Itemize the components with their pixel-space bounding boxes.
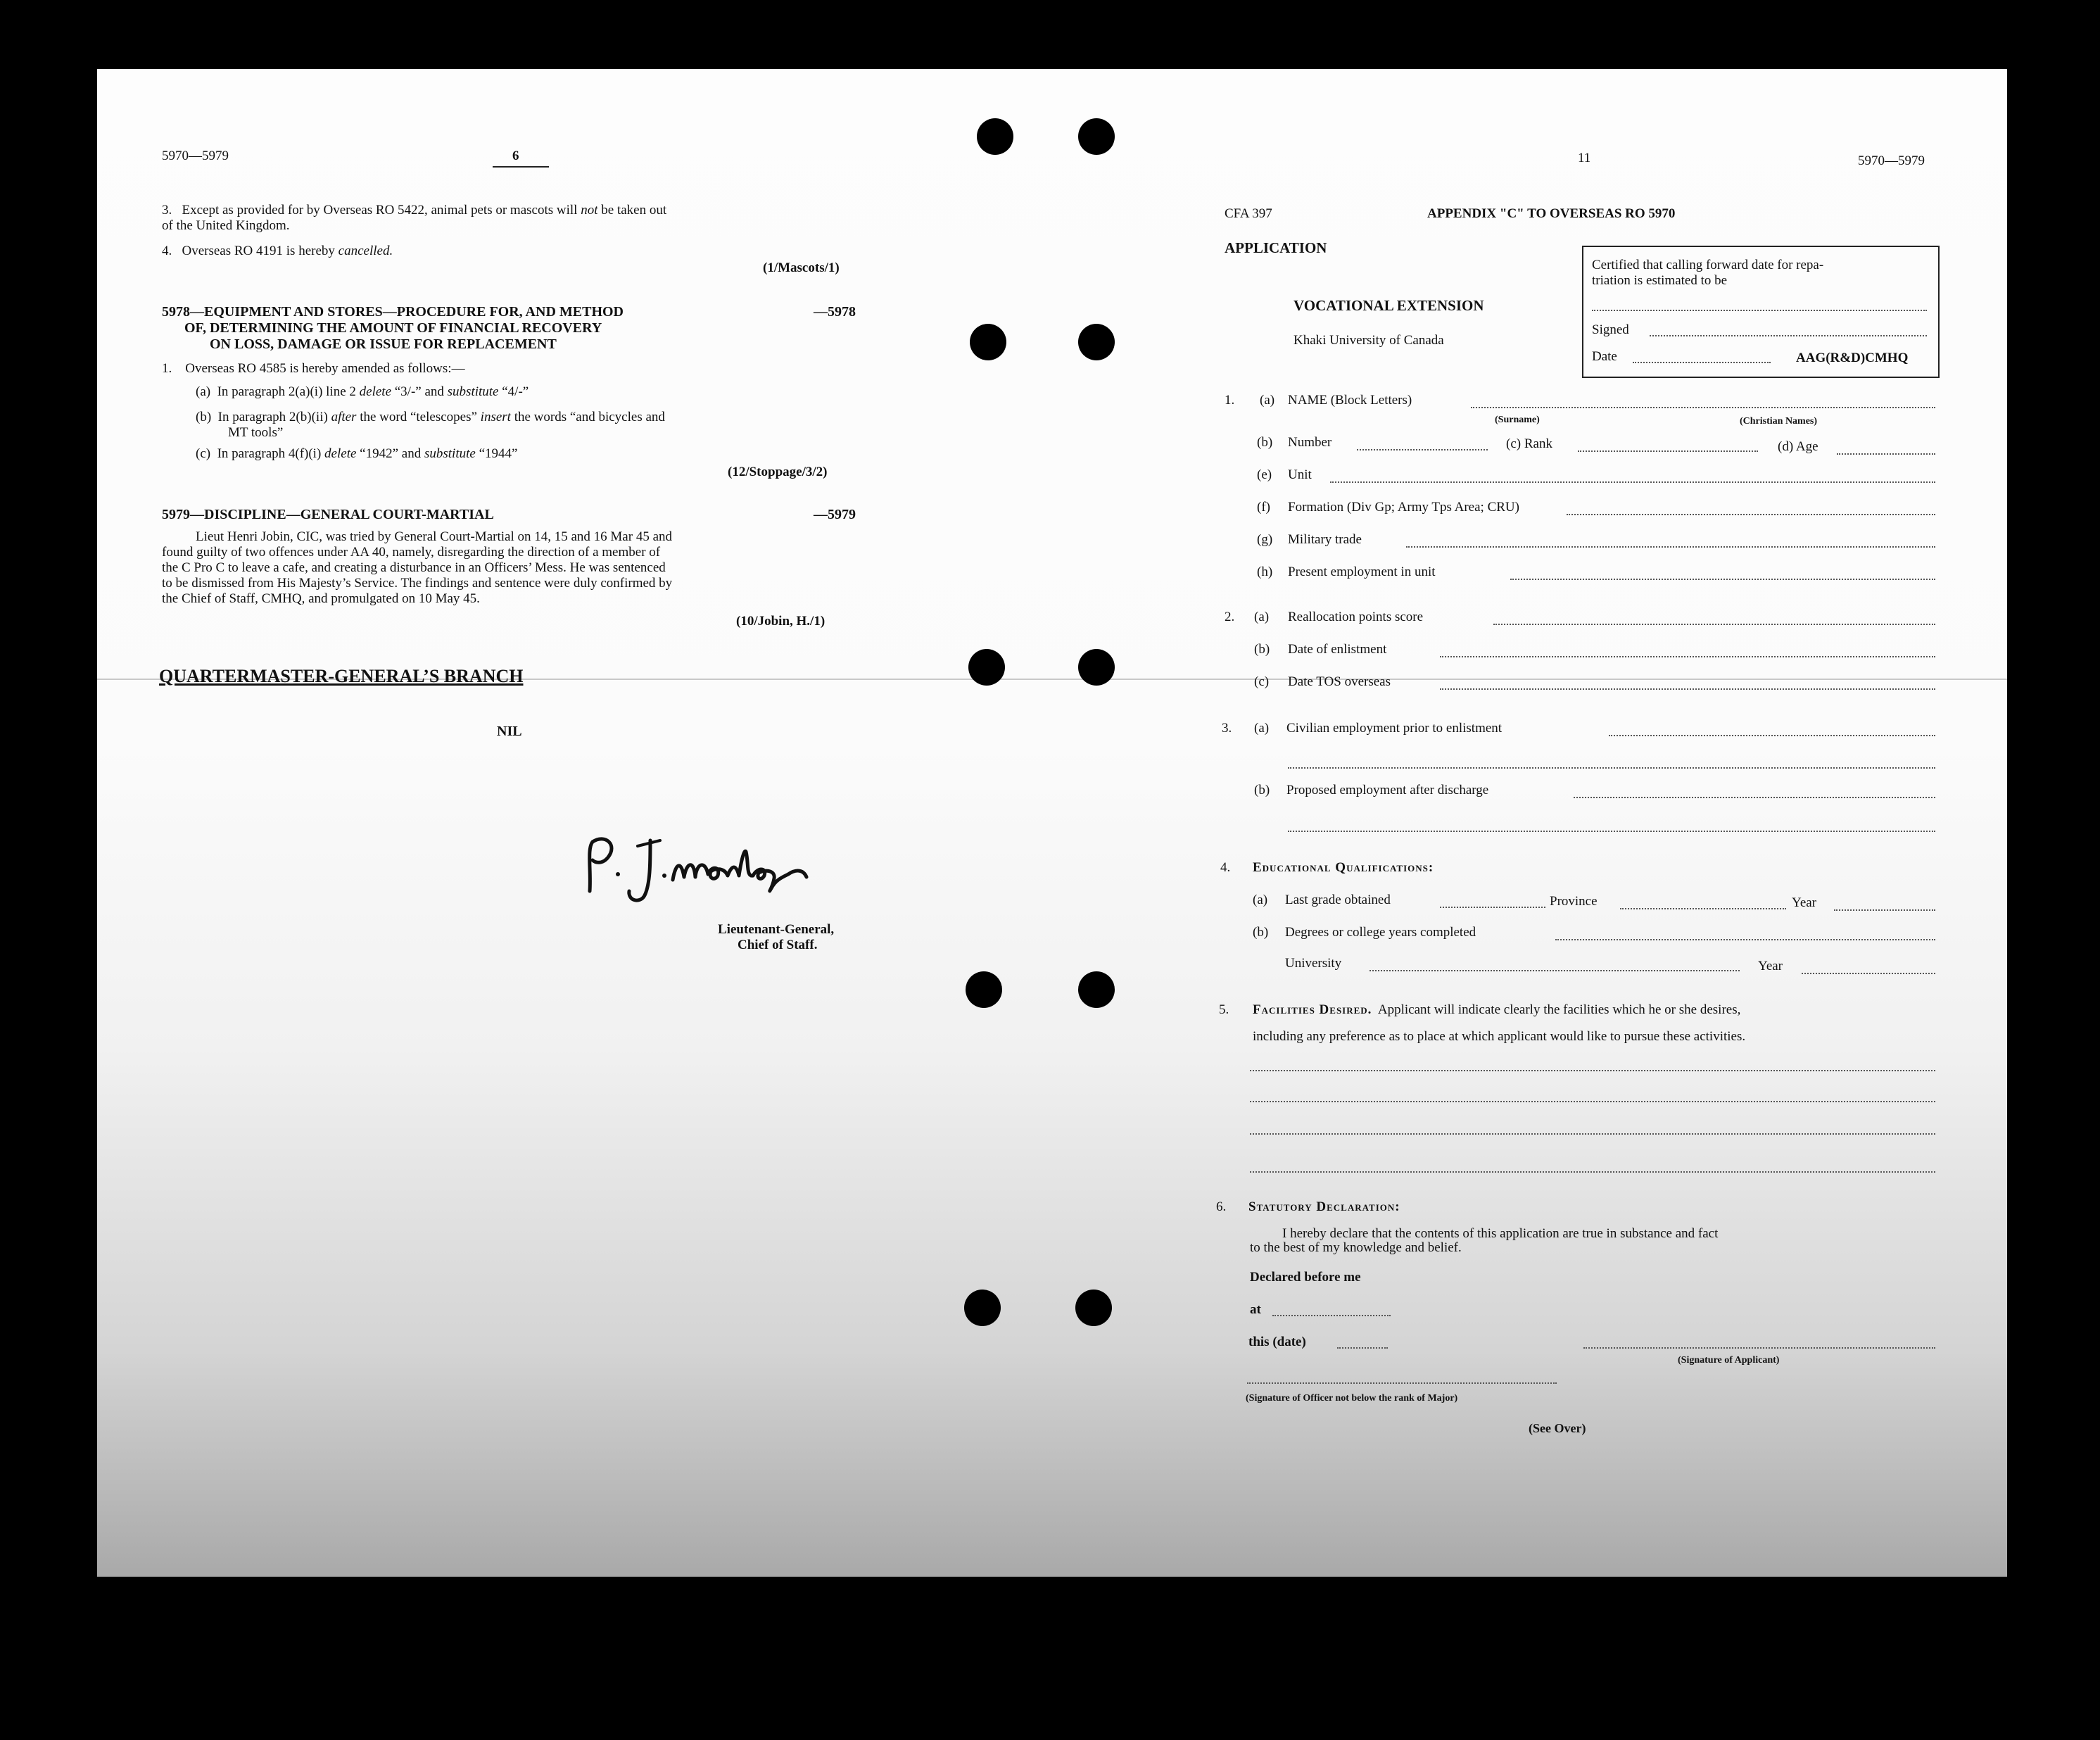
punch-hole [1075,1290,1112,1326]
cert-date: Date [1592,349,1617,364]
item3-num: 3. [162,203,172,218]
q4-year: Year [1792,895,1817,910]
q4-degrees-field[interactable] [1555,939,1935,940]
reference-3: (10/Jobin, H./1) [736,614,826,629]
section-5979-line3: the C Pro C to leave a cafe, and creating a disturbance in an Officers’ Mess. He was sentenced [162,560,666,575]
section-5979-end: —5979 [814,507,856,522]
sub-a-text3: “4/-” [502,384,529,399]
q2-enlistment-field[interactable] [1440,656,1935,657]
q4-b-label: (b) [1253,925,1269,940]
sub-b-label: (b) [196,410,212,424]
cert-date-field[interactable] [1633,362,1771,363]
declared-before: Declared before me [1250,1270,1361,1285]
section-5979-line4: to be dismissed from His Majesty’s Service. The findings and sentence were duly confirmed by [162,576,673,591]
q4-title: Educational Qualifications: [1253,860,1434,875]
punch-hole [977,118,1013,155]
signature-image [577,828,816,905]
q3-proposed-field-2[interactable] [1288,831,1935,832]
q1-rank-field[interactable] [1578,450,1758,452]
q1-employment-field[interactable] [1510,579,1935,580]
sub-c-text: In paragraph 4(f)(i) [217,446,322,461]
item1-text: Overseas RO 4585 is hereby amended as follows:— [185,361,465,376]
q2-a-label: (a) [1254,610,1270,624]
reference-1: (1/Mascots/1) [763,260,840,275]
q2-tos-field[interactable] [1440,688,1935,690]
section-5979-line1: Lieut Henri Jobin, CIC, was tried by General Court-Martial on 14, 15 and 16 Mar 45 and [196,529,672,544]
sub-a-delete: delete [359,384,391,399]
branch-content: NIL [497,724,522,739]
q5-text2: including any preference as to place at which applicant would like to pursue these activities. [1253,1029,1746,1044]
q1-unit-field[interactable] [1330,481,1935,483]
page-number-right: 11 [1578,151,1591,165]
sub-b-text2: the word “telescopes” [360,410,477,424]
section-5978-sub-c [196,446,517,462]
item3 [162,203,666,218]
punch-hole [968,649,1005,686]
q4-a-label: (a) [1253,893,1268,907]
branch-heading: QUARTERMASTER-GENERAL’S BRANCH [159,666,524,686]
q1-h-label: (h) [1257,565,1273,579]
q3-num: 3. [1222,721,1232,736]
reference-2: (12/Stoppage/3/2) [728,465,828,479]
sub-a-substitute: substitute [447,384,499,399]
q2-c-label: (c) [1254,674,1270,689]
q1-number-field[interactable] [1357,449,1488,450]
q4-year2-field[interactable] [1802,973,1935,974]
sub-c-label: (c) [196,446,211,461]
section-5978-item1 [162,361,465,377]
appendix-title: APPENDIX "C" TO OVERSEAS RO 5970 [1427,206,1676,221]
q1-age-field[interactable] [1837,453,1935,455]
punch-hole [1078,971,1115,1008]
q5-num: 5. [1219,1002,1229,1017]
q1-name-field[interactable] [1471,407,1935,408]
header-right: 5970—5979 [1858,153,1925,168]
section-5978-end: —5978 [814,304,856,320]
q4-grade-field[interactable] [1440,907,1545,908]
section-5978-sub-b-line2: MT tools” [228,425,284,440]
q3-a-label: (a) [1254,721,1270,736]
section-5978-sub-b [196,410,665,425]
q1-formation-field[interactable] [1567,514,1935,515]
applicant-signature-field[interactable] [1583,1347,1935,1349]
q5-field-2[interactable] [1250,1101,1935,1102]
see-over: (See Over) [1529,1421,1586,1435]
q3-proposed-field[interactable] [1574,797,1935,798]
punch-hole [964,1290,1001,1326]
punch-hole [970,324,1006,360]
cert-signed-field[interactable] [1650,335,1927,336]
header-left: 5970—5979 [162,149,229,163]
vocational-title: VOCATIONAL EXTENSION [1293,297,1484,314]
sub-a-text: In paragraph 2(a)(i) line 2 [217,384,356,399]
q1-e-label: (e) [1257,467,1272,482]
item3-text2: be taken out [601,203,667,218]
item4-cancelled: cancelled. [338,244,393,258]
q1-christian: (Christian Names) [1740,416,1818,427]
q2-b-label: (b) [1254,642,1270,657]
q4-university: University [1285,956,1342,971]
punch-hole [966,971,1002,1008]
officer-signature-caption: (Signature of Officer not below the rank of Major) [1246,1393,1458,1404]
item4-num: 4. [162,244,172,258]
sub-b-after: after [331,410,357,424]
q5-title: Facilities Desired. [1253,1002,1372,1017]
q1-f-label: (f) [1257,500,1270,515]
officer-signature-field[interactable] [1247,1382,1557,1384]
q1-trade-field[interactable] [1406,546,1935,548]
q2-points-field[interactable] [1493,624,1935,625]
item3-not: not [581,203,598,218]
sub-c-text3: “1944” [479,446,518,461]
item4 [162,244,393,259]
punch-hole [1078,118,1115,155]
section-5978-sub-a [196,384,529,400]
q1-g-label: (g) [1257,532,1273,547]
q1-f: Formation (Div Gp; Army Tps Area; CRU) [1288,500,1519,515]
at-label: at [1250,1302,1261,1317]
sub-c-delete: delete [324,446,357,461]
q6-title: Statutory Declaration: [1248,1199,1400,1214]
cert-line1: Certified that calling forward date for repa- [1592,258,1824,272]
q4-year2: Year [1758,959,1783,973]
q3-civilian-field[interactable] [1609,735,1935,736]
q1-e: Unit [1288,467,1312,482]
q1-b: Number [1288,435,1332,450]
q1-b-label: (b) [1257,435,1273,450]
q5-field-4[interactable] [1250,1171,1935,1173]
sub-a-text2: “3/-” and [394,384,444,399]
item3-line2: of the United Kingdom. [162,218,290,233]
q3-a: Civilian employment prior to enlistment [1286,721,1503,736]
q4-num: 4. [1220,860,1231,875]
sub-a-label: (a) [196,384,211,399]
university-name: Khaki University of Canada [1293,333,1444,348]
q6-text2: to the best of my knowledge and belief. [1250,1240,1462,1255]
q1-a: NAME (Block Letters) [1288,393,1412,408]
sub-c-substitute: substitute [424,446,476,461]
q5-text1: Applicant will indicate clearly the facilities which he or she desires, [1377,1002,1741,1017]
sub-b-insert: insert [480,410,511,424]
q2-num: 2. [1225,610,1235,624]
signatory-title: Chief of Staff. [738,938,818,952]
q4-province-field[interactable] [1620,908,1786,909]
application-label: APPLICATION [1225,239,1327,256]
q4-a: Last grade obtained [1285,893,1391,907]
q4-province: Province [1550,894,1598,909]
q2-c: Date TOS overseas [1288,674,1391,689]
applicant-signature-caption: (Signature of Applicant) [1678,1355,1780,1366]
cert-dotted-line[interactable] [1592,310,1927,311]
q1-surname: (Surname) [1495,415,1540,425]
q3-b: Proposed employment after discharge [1286,783,1489,798]
item3-text: Except as provided for by Overseas RO 5422, animal pets or mascots will [182,203,578,218]
this-date-label: this (date) [1248,1335,1306,1349]
q4-b: Degrees or college years completed [1285,925,1476,940]
sub-b-text3: the words “and bicycles and [514,410,665,424]
q4-university-field[interactable] [1370,970,1740,971]
punch-hole [1078,324,1115,360]
q3-b-label: (b) [1254,783,1270,798]
at-field[interactable] [1272,1315,1391,1316]
q1-c: (c) Rank [1506,436,1552,451]
punch-hole [1078,649,1115,686]
section-5978-title-line3: ON LOSS, DAMAGE OR ISSUE FOR REPLACEMENT [210,336,557,352]
q1-d: (d) Age [1778,439,1818,454]
this-date-field[interactable] [1337,1347,1388,1349]
section-5979-title: 5979—DISCIPLINE—GENERAL COURT-MARTIAL [162,507,494,522]
section-5979-line5: the Chief of Staff, CMHQ, and promulgated on 10 May 45. [162,591,480,606]
q1-a-label: (a) [1260,393,1275,408]
section-5978-title-line2: OF, DETERMINING THE AMOUNT OF FINANCIAL RECOVERY [184,320,602,336]
form-code: CFA 397 [1225,206,1272,221]
section-5978-title-line1: 5978—EQUIPMENT AND STORES—PROCEDURE FOR, AND METHOD [162,304,624,320]
cert-signed: Signed [1592,322,1629,337]
q6-num: 6. [1216,1199,1227,1214]
item1-num: 1. [162,361,172,376]
q5-field-3[interactable] [1250,1133,1935,1135]
page-number-underline [493,166,549,168]
sub-b-text: In paragraph 2(b)(ii) [217,410,328,424]
item4-text: Overseas RO 4191 is hereby [182,244,335,258]
q3-civilian-field-2[interactable] [1288,767,1935,769]
q4-year-field[interactable] [1834,909,1935,911]
q1-g: Military trade [1288,532,1362,547]
sub-c-text2: “1942” and [360,446,422,461]
q5-line1 [1253,1002,1740,1018]
q1-h: Present employment in unit [1288,565,1436,579]
q2-b: Date of enlistment [1288,642,1387,657]
q1-num: 1. [1225,393,1235,408]
q6-text1: I hereby declare that the contents of this application are true in substance and fact [1282,1226,1719,1241]
q5-field-1[interactable] [1250,1070,1935,1071]
cert-line2: triation is estimated to be [1592,273,1728,288]
section-5979-line2: found guilty of two offences under AA 40, namely, disregarding the direction of a member of [162,545,661,560]
signatory-rank: Lieutenant-General, [718,922,835,937]
q2-a: Reallocation points score [1288,610,1424,624]
page-number-left: 6 [512,149,519,163]
cert-office: AAG(R&D)CMHQ [1796,351,1909,365]
